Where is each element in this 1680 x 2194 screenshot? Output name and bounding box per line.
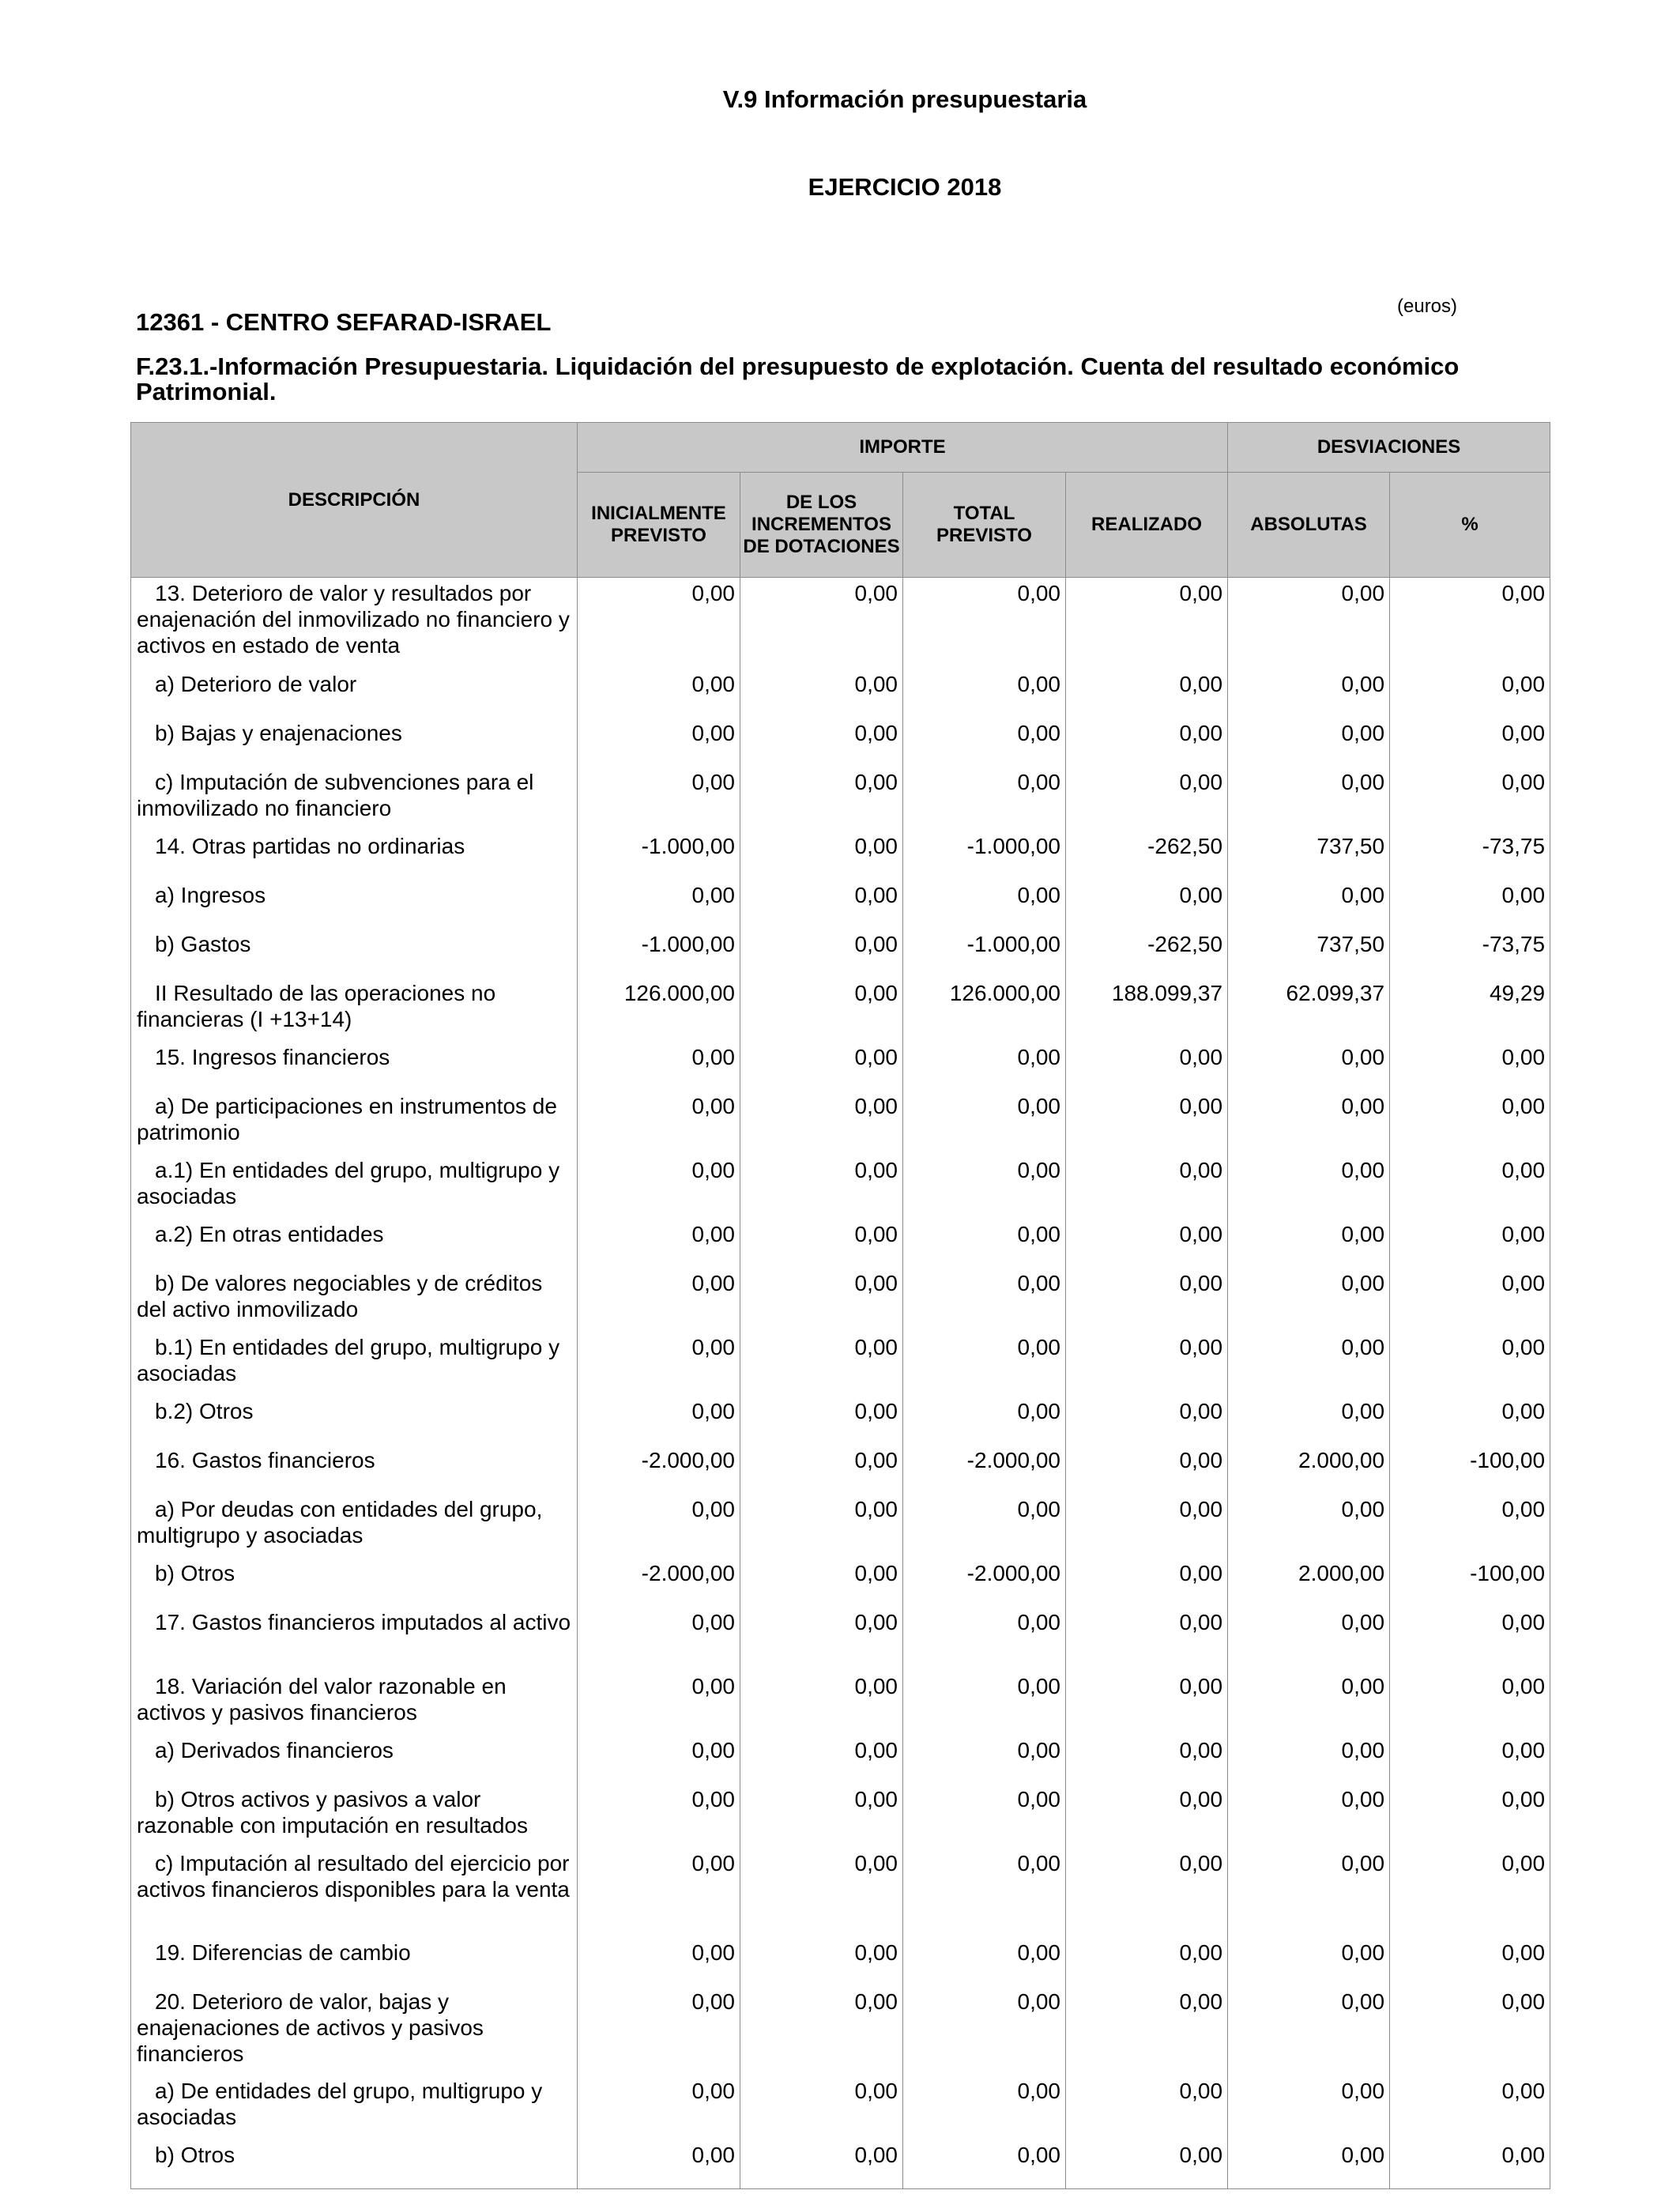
row-description: 17. Gastos financieros imputados al activo (131, 1607, 578, 1671)
row-description: a) Ingresos (131, 880, 578, 929)
row-value: 0,00 (1390, 1986, 1550, 2075)
row-description: 15. Ingresos financieros (131, 1042, 578, 1091)
row-value: 0,00 (1066, 1558, 1228, 1607)
header-total-previsto: TOTAL PREVISTO (903, 473, 1066, 578)
row-value: 126.000,00 (903, 978, 1066, 1042)
row-value: 0,00 (578, 1091, 740, 1155)
row-value: 0,00 (740, 718, 903, 767)
row-value: 0,00 (1390, 880, 1550, 929)
row-value: 0,00 (1228, 2075, 1390, 2139)
row-value: 0,00 (1390, 1042, 1550, 1091)
row-value: 126.000,00 (578, 978, 740, 1042)
row-value: 0,00 (1066, 1735, 1228, 1784)
row-value: 0,00 (903, 718, 1066, 767)
table-row (131, 1042, 1550, 1091)
row-value: -2.000,00 (578, 1445, 740, 1494)
table-row (131, 1445, 1550, 1494)
row-value: 0,00 (578, 669, 740, 718)
page-title: V.9 Información presupuestaria (722, 85, 1087, 113)
row-value: 0,00 (740, 1937, 903, 1986)
row-value: 0,00 (740, 1219, 903, 1268)
row-value: 0,00 (903, 1848, 1066, 1937)
row-value: 0,00 (740, 880, 903, 929)
row-description: 14. Otras partidas no ordinarias (131, 831, 578, 880)
row-value: 0,00 (1228, 1494, 1390, 1558)
row-value: 0,00 (1066, 669, 1228, 718)
table-row (131, 1848, 1550, 1937)
row-value: 0,00 (578, 578, 740, 669)
row-value: 0,00 (1066, 2139, 1228, 2189)
row-description: a.1) En entidades del grupo, multigrupo y asociadas (131, 1155, 578, 1219)
row-value: 0,00 (1228, 1091, 1390, 1155)
row-value: 0,00 (578, 1494, 740, 1558)
row-value: 0,00 (578, 1607, 740, 1671)
row-value: 0,00 (903, 2139, 1066, 2189)
table-row (131, 1091, 1550, 1155)
table-row (131, 1558, 1550, 1607)
row-value: -1.000,00 (903, 831, 1066, 880)
row-value: 0,00 (1228, 1848, 1390, 1937)
row-value: 0,00 (1228, 1607, 1390, 1671)
row-description: c) Imputación al resultado del ejercicio por activos financieros disponibles para la venta (131, 1848, 578, 1937)
row-value: 2.000,00 (1228, 1445, 1390, 1494)
row-value: 0,00 (1228, 718, 1390, 767)
row-value: 0,00 (1066, 1784, 1228, 1848)
row-value: 0,00 (740, 1735, 903, 1784)
row-value: 0,00 (740, 1396, 903, 1445)
row-value: 0,00 (578, 718, 740, 767)
row-value: 0,00 (1390, 1268, 1550, 1332)
row-description: a) De entidades del grupo, multigrupo y asociadas (131, 2075, 578, 2139)
row-value: 0,00 (1066, 880, 1228, 929)
row-value: 0,00 (1390, 718, 1550, 767)
row-value: -1.000,00 (903, 929, 1066, 978)
row-value: 0,00 (1066, 718, 1228, 767)
row-description: b) Otros (131, 1558, 578, 1607)
row-value: 0,00 (578, 1735, 740, 1784)
row-value: 0,00 (740, 1445, 903, 1494)
row-value: 0,00 (1390, 1396, 1550, 1445)
row-value: 0,00 (1066, 767, 1228, 831)
row-value: 0,00 (1228, 1155, 1390, 1219)
row-description: b) Gastos (131, 929, 578, 978)
row-value: 0,00 (903, 1091, 1066, 1155)
table-row (131, 578, 1550, 669)
header-percent: % (1390, 473, 1550, 578)
row-value: 0,00 (1390, 578, 1550, 669)
row-value: 0,00 (1390, 1735, 1550, 1784)
row-value: 0,00 (1228, 880, 1390, 929)
row-value: 0,00 (903, 2075, 1066, 2139)
table-row (131, 1396, 1550, 1445)
row-value: 0,00 (1066, 1155, 1228, 1219)
row-description: 20. Deterioro de valor, bajas y enajenaciones de activos y pasivos financieros (131, 1986, 578, 2075)
row-value: 0,00 (740, 669, 903, 718)
row-value: 0,00 (740, 1091, 903, 1155)
row-value: 0,00 (1390, 669, 1550, 718)
row-description: b) De valores negociables y de créditos del activo inmovilizado (131, 1268, 578, 1332)
table-row (131, 1937, 1550, 1986)
currency-units: (euros) (1397, 296, 1458, 317)
row-description: b.1) En entidades del grupo, multigrupo y asociadas (131, 1332, 578, 1396)
table-row (131, 831, 1550, 880)
row-value: 0,00 (740, 929, 903, 978)
row-value: -262,50 (1066, 929, 1228, 978)
row-description: a) Deterioro de valor (131, 669, 578, 718)
header-inicialmente-previsto: INICIALMENTE PREVISTO (578, 473, 740, 578)
row-value: 0,00 (903, 1155, 1066, 1219)
row-value: 0,00 (740, 1268, 903, 1332)
row-value: 0,00 (903, 767, 1066, 831)
table-row (131, 1155, 1550, 1219)
row-value: 0,00 (578, 1042, 740, 1091)
row-value: 737,50 (1228, 831, 1390, 880)
row-value: 0,00 (903, 1986, 1066, 2075)
row-value: 0,00 (903, 1494, 1066, 1558)
row-value: 0,00 (740, 1784, 903, 1848)
row-value: 0,00 (1390, 1332, 1550, 1396)
row-value: 0,00 (578, 1219, 740, 1268)
row-value: 0,00 (1390, 1494, 1550, 1558)
row-value: 0,00 (903, 1735, 1066, 1784)
row-value: 0,00 (578, 1332, 740, 1396)
row-value: 0,00 (740, 1607, 903, 1671)
table-row (131, 1607, 1550, 1671)
row-value: 0,00 (740, 1986, 903, 2075)
row-value: 0,00 (578, 880, 740, 929)
section-title: F.23.1.-Información Presupuestaria. Liquidación del presupuesto de explotación. Cuenta del resultado económico Patrimonial. (136, 352, 1460, 405)
row-value: 0,00 (1390, 2139, 1550, 2189)
row-value: 0,00 (1390, 1219, 1550, 1268)
entity-name: 12361 - CENTRO SEFARAD-ISRAEL (136, 308, 552, 336)
row-value: -73,75 (1390, 929, 1550, 978)
table-row (131, 767, 1550, 831)
row-value: 0,00 (1066, 1396, 1228, 1445)
row-value: 0,00 (1228, 767, 1390, 831)
row-value: 0,00 (1390, 1784, 1550, 1848)
row-value: 0,00 (1228, 1332, 1390, 1396)
row-description: b) Otros (131, 2139, 578, 2189)
row-value: 0,00 (1228, 1042, 1390, 1091)
row-value: 0,00 (740, 1671, 903, 1735)
row-value: 0,00 (1066, 1219, 1228, 1268)
row-value: 0,00 (903, 1396, 1066, 1445)
row-value: 0,00 (740, 1155, 903, 1219)
row-value: 0,00 (1228, 1671, 1390, 1735)
row-value: 0,00 (578, 1396, 740, 1445)
row-value: 0,00 (1390, 1848, 1550, 1937)
row-value: -1.000,00 (578, 929, 740, 978)
row-value: -2.000,00 (578, 1558, 740, 1607)
row-value: 0,00 (578, 1937, 740, 1986)
row-value: 0,00 (578, 1671, 740, 1735)
row-value: 0,00 (740, 1042, 903, 1091)
row-value: 0,00 (1228, 1735, 1390, 1784)
row-value: 0,00 (740, 978, 903, 1042)
row-value: 0,00 (578, 1155, 740, 1219)
row-value: 0,00 (903, 1332, 1066, 1396)
row-value: 0,00 (903, 1784, 1066, 1848)
row-value: -100,00 (1390, 1445, 1550, 1494)
row-value: 0,00 (740, 2139, 903, 2189)
row-description: a) Por deudas con entidades del grupo, multigrupo y asociadas (131, 1494, 578, 1558)
row-value: 0,00 (1228, 1937, 1390, 1986)
row-value: 0,00 (1390, 767, 1550, 831)
table-row (131, 2075, 1550, 2139)
row-value: 0,00 (903, 578, 1066, 669)
table-row (131, 1784, 1550, 1848)
row-value: 0,00 (1228, 1219, 1390, 1268)
row-description: c) Imputación de subvenciones para el inmovilizado no financiero (131, 767, 578, 831)
table-row (131, 1332, 1550, 1396)
row-value: 0,00 (578, 1848, 740, 1937)
budget-table (130, 422, 1550, 2189)
row-value: 0,00 (578, 1986, 740, 2075)
table-row (131, 669, 1550, 718)
row-value: 0,00 (1228, 1986, 1390, 2075)
row-value: -1.000,00 (578, 831, 740, 880)
row-value: 0,00 (1390, 1607, 1550, 1671)
row-value: -73,75 (1390, 831, 1550, 880)
row-value: 62.099,37 (1228, 978, 1390, 1042)
row-value: 0,00 (1066, 1848, 1228, 1937)
row-value: 0,00 (1066, 2075, 1228, 2139)
row-value: 0,00 (903, 1607, 1066, 1671)
row-value: 0,00 (1066, 1332, 1228, 1396)
row-value: 0,00 (1066, 1671, 1228, 1735)
row-value: 0,00 (1066, 1607, 1228, 1671)
row-value: 0,00 (740, 578, 903, 669)
table-row (131, 1268, 1550, 1332)
table-row (131, 1671, 1550, 1735)
row-value: 0,00 (1066, 1091, 1228, 1155)
row-value: 0,00 (903, 669, 1066, 718)
row-value: 0,00 (740, 1332, 903, 1396)
row-value: 0,00 (1066, 1268, 1228, 1332)
row-value: 0,00 (903, 1268, 1066, 1332)
row-value: 0,00 (578, 2075, 740, 2139)
row-description: 16. Gastos financieros (131, 1445, 578, 1494)
header-description: DESCRIPCIÓN (131, 423, 578, 578)
row-value: 0,00 (903, 880, 1066, 929)
header-realizado: REALIZADO (1066, 473, 1228, 578)
row-value: 0,00 (740, 831, 903, 880)
row-value: 0,00 (740, 1848, 903, 1937)
row-value: 0,00 (1066, 1042, 1228, 1091)
header-absolutas: ABSOLUTAS (1228, 473, 1390, 578)
row-value: 0,00 (578, 1268, 740, 1332)
row-description: a) De participaciones en instrumentos de patrimonio (131, 1091, 578, 1155)
table-row (131, 1986, 1550, 2075)
row-description: b.2) Otros (131, 1396, 578, 1445)
table-row (131, 718, 1550, 767)
row-value: 0,00 (740, 1558, 903, 1607)
table-row (131, 1494, 1550, 1558)
row-value: 49,29 (1390, 978, 1550, 1042)
row-value: 737,50 (1228, 929, 1390, 978)
row-description: b) Otros activos y pasivos a valor razonable con imputación en resultados (131, 1784, 578, 1848)
row-value: 2.000,00 (1228, 1558, 1390, 1607)
table-row (131, 1219, 1550, 1268)
row-value: 0,00 (903, 1219, 1066, 1268)
row-value: 0,00 (1228, 1268, 1390, 1332)
table-row (131, 929, 1550, 978)
row-value: -262,50 (1066, 831, 1228, 880)
row-value: 0,00 (1390, 2075, 1550, 2139)
row-value: 0,00 (1228, 1784, 1390, 1848)
header-incrementos-dotaciones: DE LOS INCREMENTOS DE DOTACIONES (740, 473, 903, 578)
row-value: 0,00 (578, 767, 740, 831)
row-description: a.2) En otras entidades (131, 1219, 578, 1268)
row-description: 19. Diferencias de cambio (131, 1937, 578, 1986)
row-description: 18. Variación del valor razonable en activos y pasivos financieros (131, 1671, 578, 1735)
row-value: 0,00 (1228, 1396, 1390, 1445)
row-value: 0,00 (1228, 578, 1390, 669)
header-importe: IMPORTE (578, 423, 1228, 473)
row-value: 0,00 (1390, 1937, 1550, 1986)
row-value: -2.000,00 (903, 1445, 1066, 1494)
row-value: -2.000,00 (903, 1558, 1066, 1607)
row-description: 13. Deterioro de valor y resultados por enajenación del inmovilizado no financiero y activos en estado de venta (131, 578, 578, 669)
row-value: 0,00 (903, 1937, 1066, 1986)
row-value: 0,00 (578, 2139, 740, 2189)
exercise-year: EJERCICIO 2018 (808, 173, 1002, 201)
row-value: 0,00 (1066, 1986, 1228, 2075)
table-row (131, 978, 1550, 1042)
row-description: b) Bajas y enajenaciones (131, 718, 578, 767)
table-row (131, 2139, 1550, 2189)
row-value: 0,00 (1066, 578, 1228, 669)
row-value: 0,00 (1066, 1494, 1228, 1558)
row-value: 0,00 (578, 1784, 740, 1848)
header-desviaciones: DESVIACIONES (1228, 423, 1550, 473)
row-value: 188.099,37 (1066, 978, 1228, 1042)
row-value: 0,00 (1390, 1671, 1550, 1735)
row-value: 0,00 (740, 767, 903, 831)
row-description: a) Derivados financieros (131, 1735, 578, 1784)
row-value: 0,00 (1228, 2139, 1390, 2189)
row-value: 0,00 (903, 1671, 1066, 1735)
row-value: 0,00 (1066, 1937, 1228, 1986)
row-value: 0,00 (903, 1042, 1066, 1091)
row-value: 0,00 (1390, 1091, 1550, 1155)
row-value: -100,00 (1390, 1558, 1550, 1607)
row-value: 0,00 (740, 2075, 903, 2139)
row-value: 0,00 (1066, 1445, 1228, 1494)
table-row (131, 1735, 1550, 1784)
row-value: 0,00 (740, 1494, 903, 1558)
table-row (131, 880, 1550, 929)
row-value: 0,00 (1228, 669, 1390, 718)
row-description: II Resultado de las operaciones no financieras (I +13+14) (131, 978, 578, 1042)
row-value: 0,00 (1390, 1155, 1550, 1219)
